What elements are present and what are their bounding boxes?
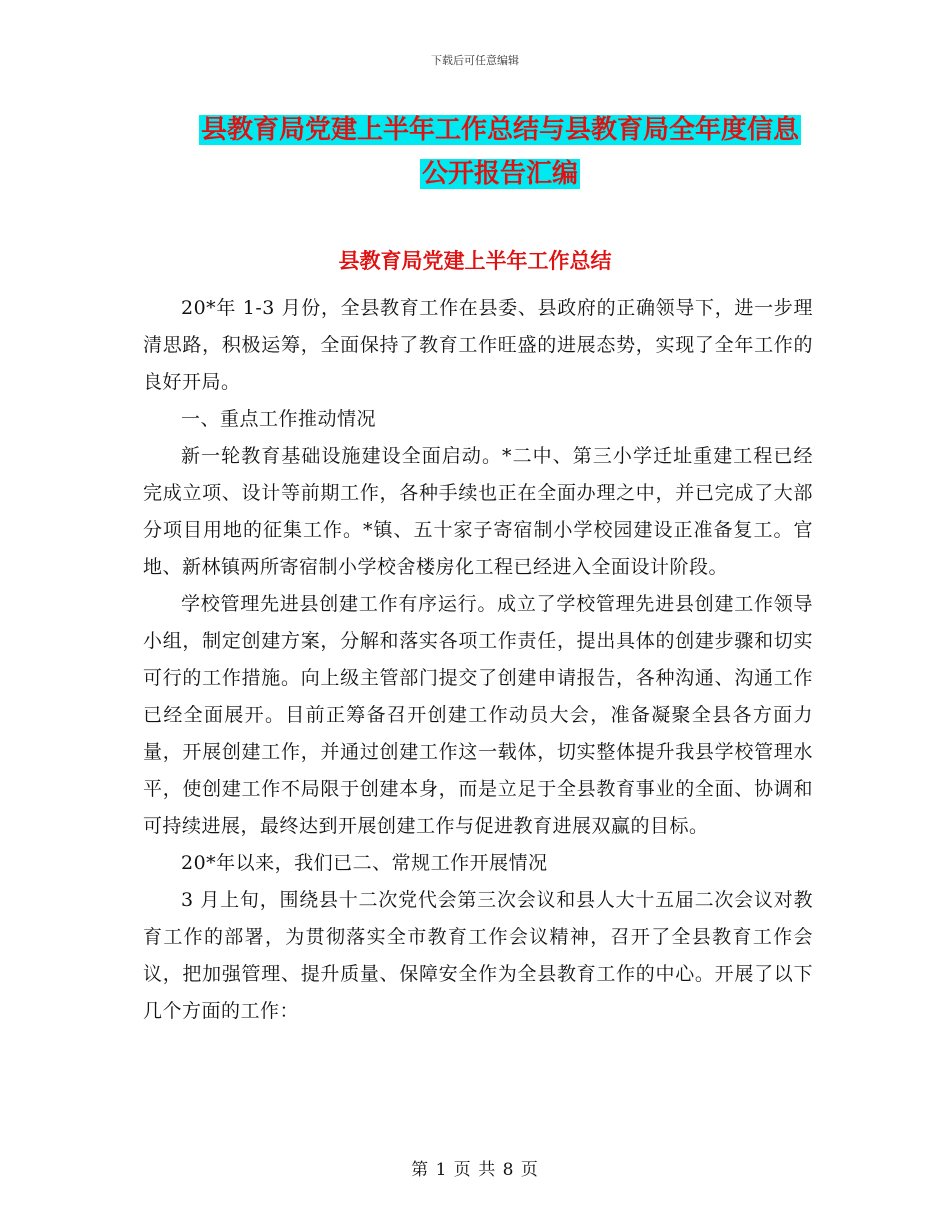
paragraph: 3 月上旬，围绕县十二次党代会第三次会议和县人大十五届二次会议对教育工作的部署，为贯彻落实全市教育工作会议精神，召开了全县教育工作会议，把加强管理、提升质量、保障安全作为全县教育工作的中心。开展了以下几个方面的工作： <box>143 889 813 1022</box>
paragraph: 20*年 1-3 月份，全县教育工作在县委、县政府的正确领导下，进一步理清思路，积极运筹，全面保持了教育工作旺盛的进展态势，实现了全年工作的良好开局。 <box>143 297 813 393</box>
paragraph: 学校管理先进县创建工作有序运行。成立了学校管理先进县创建工作领导小组，制定创建方案，分解和落实各项工作责任，提出具体的创建步骤和切实可行的工作措施。向上级主管部门提交了创建申请报告，各种沟通、沟通工作已经全面展开。目前正筹备召开创建工作动员大会，准备凝聚全县各方面力量，开展创建工作，并通过创建工作这一载体，切实整体提升我县学校管理水平，使创建工作不局限于创建本身，而是立足于全县教育事业的全面、协调和可持续进展，最终达到开展创建工作与促进教育进展双赢的目标。 <box>143 593 813 837</box>
title-line-1-text: 县教育局党建上半年工作总结与县教育局全年度信息 <box>200 115 799 145</box>
page-footer: 第 1 页 共 8 页 <box>411 1160 539 1180</box>
paragraph: 20*年以来，我们已二、常规工作开展情况 <box>181 852 548 874</box>
document-title-line-1 <box>185 108 815 152</box>
document-title-line-2 <box>185 152 815 196</box>
title-line-2-text: 公开报告汇编 <box>421 159 578 189</box>
header-note: 下载后可任意编辑 <box>431 54 519 67</box>
section-heading: 一、重点工作推动情况 <box>181 408 377 430</box>
section-title: 县教育局党建上半年工作总结 <box>338 249 612 273</box>
paragraph: 新一轮教育基础设施建设全面启动。*二中、第三小学迁址重建工程已经完成立项、设计等前期工作，各种手续也正在全面办理之中，并已完成了大部分项目用地的征集工作。*镇、五十家子寄宿制小学校园建设正准备复工。官地、新林镇两所寄宿制小学校舍楼房化工程已经进入全面设计阶段。 <box>143 445 813 578</box>
document-body <box>143 290 813 1030</box>
